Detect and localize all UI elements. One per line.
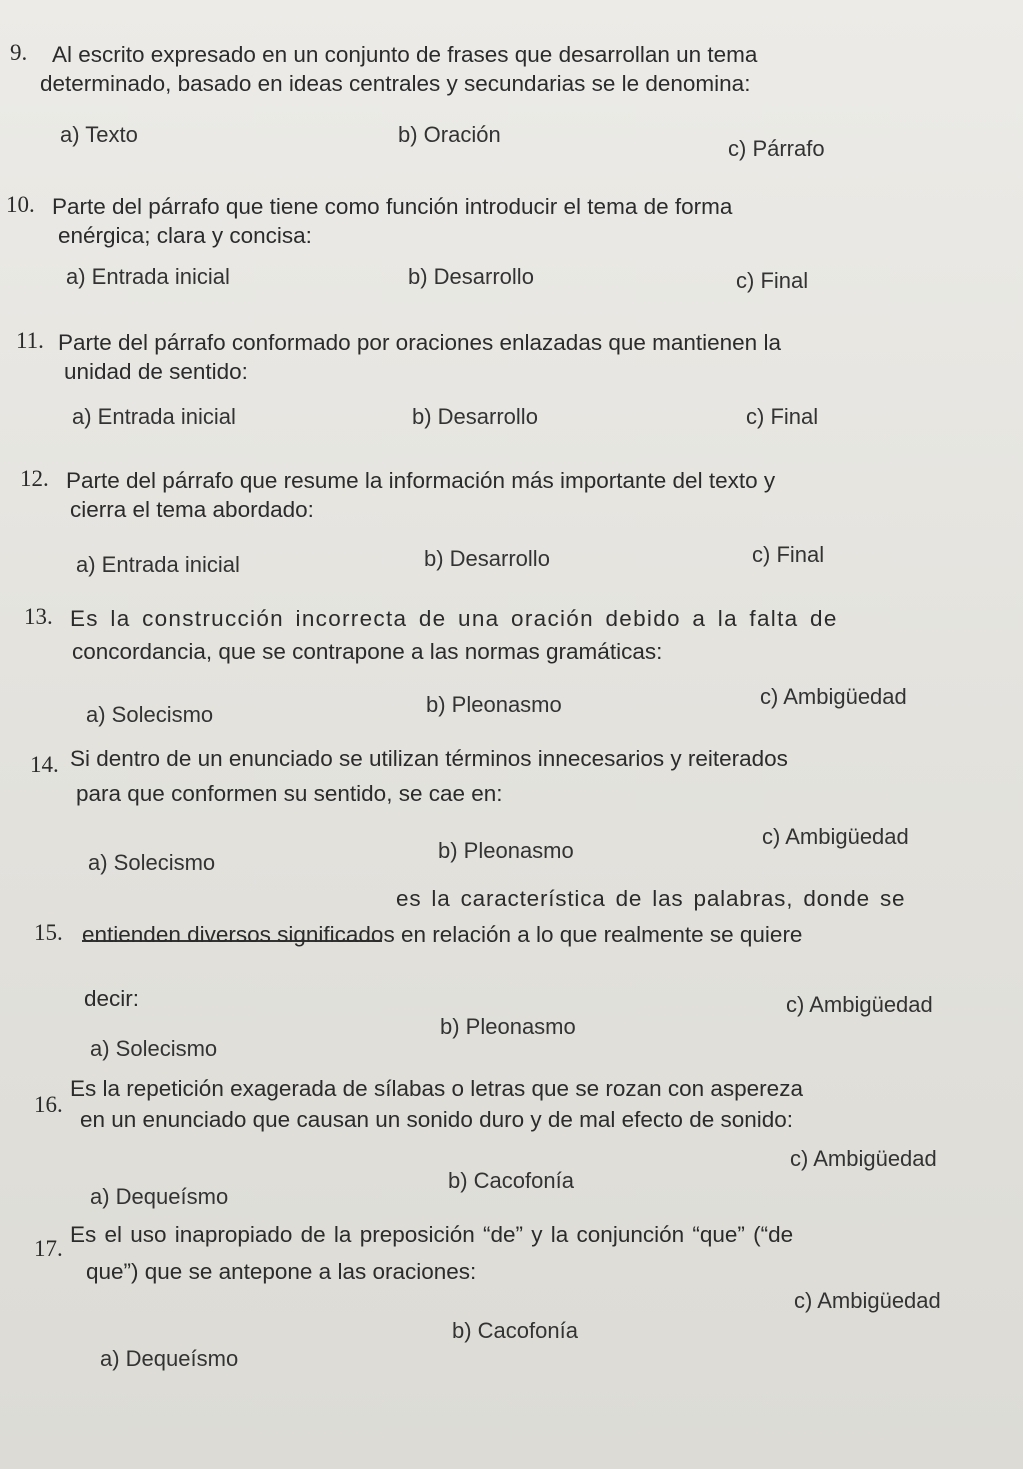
question-number: 16. [34, 1092, 63, 1117]
question-9 [10, 40, 1000, 161]
option-c[interactable]: c) Ambigüedad [794, 1288, 941, 1313]
option-c[interactable]: c) Ambigüedad [786, 992, 933, 1017]
question-number: 11. [16, 328, 44, 353]
question-text: Al escrito expresado en un conjunto de frases que desarrollan un tema [52, 42, 758, 67]
question-14 [30, 744, 1010, 875]
question-number: 17. [34, 1236, 63, 1261]
question-12 [20, 466, 1010, 577]
question-text: concordancia, que se contrapone a las normas gramáticas: [72, 639, 663, 664]
question-text: Parte del párrafo que resume la información más importante del texto y [66, 468, 776, 493]
question-10 [6, 192, 1006, 293]
question-text: para que conformen su sentido, se cae en: [76, 781, 503, 806]
question-text: unidad de sentido: [64, 359, 248, 384]
question-text: Parte del párrafo que tiene como función introducir el tema de forma [52, 194, 733, 219]
option-a[interactable]: a) Solecismo [86, 702, 214, 727]
option-c[interactable]: c) Ambigüedad [760, 684, 907, 709]
question-number: 13. [24, 604, 53, 629]
option-b[interactable]: b) Desarrollo [408, 264, 534, 289]
option-c[interactable]: c) Ambigüedad [762, 824, 909, 849]
option-b[interactable]: b) Desarrollo [424, 546, 550, 571]
option-a[interactable]: a) Solecismo [90, 1036, 218, 1061]
question-13 [24, 604, 1014, 727]
option-c[interactable]: c) Final [736, 268, 809, 293]
question-text: cierra el tema abordado: [70, 497, 314, 522]
question-text: Es el uso inapropiado de la preposición “de” y la conjunción “que” (“de [70, 1222, 794, 1247]
option-c[interactable]: c) Ambigüedad [790, 1146, 937, 1171]
question-number: 10. [6, 192, 35, 217]
question-text: en un enunciado que causan un sonido duro y de mal efecto de sonido: [80, 1107, 794, 1132]
question-17 [34, 1208, 1014, 1371]
question-text: entienden diversos significados en relación a lo que realmente se quiere [82, 922, 803, 947]
option-b[interactable]: b) Cacofonía [448, 1168, 574, 1193]
option-c[interactable]: c) Final [752, 542, 825, 567]
option-a[interactable]: a) Entrada inicial [72, 404, 236, 429]
question-16 [34, 1068, 1014, 1209]
option-a[interactable]: a) Texto [60, 122, 138, 147]
question-number: 12. [20, 466, 49, 491]
question-number: 15. [34, 920, 63, 945]
option-a[interactable]: a) Dequeísmo [100, 1346, 239, 1371]
question-11 [16, 328, 1006, 429]
question-number: 9. [10, 40, 28, 65]
option-a[interactable]: a) Dequeísmo [90, 1184, 229, 1209]
option-b[interactable]: b) Oración [398, 122, 501, 147]
question-text: decir: [84, 986, 140, 1011]
question-text: determinado, basado en ideas centrales y secundarias se le denomina: [40, 71, 751, 96]
question-number: 14. [30, 752, 59, 777]
question-text: que”) que se antepone a las oraciones: [86, 1259, 477, 1284]
option-c[interactable]: c) Final [746, 404, 819, 429]
option-b[interactable]: b) Pleonasmo [426, 692, 562, 717]
option-c[interactable]: c) Párrafo [728, 136, 825, 161]
option-a[interactable]: a) Solecismo [88, 850, 216, 875]
option-b[interactable]: b) Desarrollo [412, 404, 538, 429]
option-b[interactable]: b) Pleonasmo [438, 838, 574, 863]
question-text: Es la construcción incorrecta de una oración debido a la falta de [70, 606, 838, 631]
question-text: Es la repetición exagerada de sílabas o letras que se rozan con aspereza [70, 1076, 803, 1101]
question-text: Si dentro de un enunciado se utilizan términos innecesarios y reiterados [70, 746, 788, 771]
option-b[interactable]: b) Pleonasmo [440, 1014, 576, 1039]
question-text: Parte del párrafo conformado por oraciones enlazadas que mantienen la [58, 330, 781, 355]
question-text: es la característica de las palabras, donde se [396, 886, 906, 911]
option-a[interactable]: a) Entrada inicial [66, 264, 230, 289]
option-b[interactable]: b) Cacofonía [452, 1318, 578, 1343]
option-a[interactable]: a) Entrada inicial [76, 552, 240, 577]
question-text: enérgica; clara y concisa: [58, 223, 312, 248]
